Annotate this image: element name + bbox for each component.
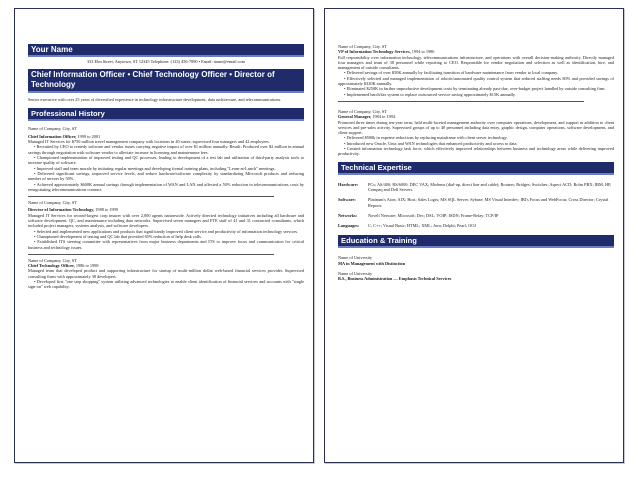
tech-value: PCs; AS/400; RS/6000; DEC VAX; Modems (dial-up, direct line and cable); Routers; Bridges; Switches; Aspect ACD; Rolm PBX; IBM, HP, Compaq and Dell Servers. bbox=[368, 181, 612, 192]
degree: B.S., Business Administration — Emphasis Technical Services bbox=[338, 276, 452, 282]
degree: MA in Management with Distinction bbox=[338, 260, 406, 266]
tech-value: C; C++; Visual Basic; HTML; XML; Java; Delphi; Pearl; OOJ bbox=[368, 223, 476, 229]
company-line: Name of Company, City, ST bbox=[338, 44, 387, 49]
job-role: Chief Technology Officer, bbox=[28, 263, 75, 269]
job-entry bbox=[28, 258, 304, 290]
tech-label: Software: bbox=[338, 197, 356, 203]
job-description: Managed IT Services for $750 million travel management company with locations in 40 states; supervised four managers and 42 employees. bbox=[28, 139, 270, 145]
tech-row-hardware bbox=[338, 182, 614, 193]
bullet-item: • Championed development of testing and QC lab that provided 65% reduction of help desk calls. bbox=[34, 233, 202, 239]
job-description: Full responsibility over information technology, telecommunications infrastructure, and operations with overall decision-making authority. Directly managed four managers and team of 38 personnel while reporting to CEO. Responsible for vendor negotiation and selection as well as identification, hire, and management of outside consultants. bbox=[338, 54, 614, 71]
resume-page-2 bbox=[324, 8, 624, 463]
school-name: Name of University bbox=[338, 271, 373, 277]
company-line: Name of Company, City, ST bbox=[28, 125, 77, 131]
bullet-item: • Introduced new Oracle, Unix and WAN technologies that enhanced productivity and access to data. bbox=[344, 140, 518, 146]
summary-text: Senior executive with over 25 years of diversified experience in technology infrastructure development, data architecture, and telecommunications. bbox=[28, 97, 282, 103]
bullet-item: • Created information technology task force, which effectively improved relationships between business and technology areas while delivering improved productivity. bbox=[338, 146, 614, 157]
tech-value: Platinum's Aion; AIX; Host; Sales Logix; MS SQL Server; Sybase; MS Visual Interdev; IBI's Focus and WebFocus; Cross Director; Crystal Reports bbox=[368, 197, 609, 208]
tech-row-software bbox=[338, 197, 614, 208]
company-line: Name of Company, City, ST bbox=[338, 108, 387, 114]
job-entry bbox=[28, 200, 304, 250]
company-line: Name of Company, City, ST bbox=[28, 200, 77, 206]
section-education-training: Education & Training bbox=[338, 235, 614, 248]
tech-label: Languages: bbox=[338, 223, 360, 229]
bullet-item: • Delivered savings of over $50K annually by facilitating transition of hardware maintenance from vendor to local company. bbox=[344, 70, 559, 76]
job-dates: 1994 to 1986 bbox=[411, 49, 435, 55]
school-name: Name of University bbox=[338, 255, 373, 261]
bullet-item: • Championed implementation of improved testing and QC processes, leading to development of a test lab and utilization of third-party analysis tools to increase quality of software. bbox=[28, 155, 304, 166]
bullet-item: • Delivered significant savings, improved service levels, and reduce hardware/software complexity by standardizing Microsoft products and reducing number of servers by 50%. bbox=[28, 170, 304, 182]
contact-line: 333 Elm Street, Anytown, ST 12345 Telephone: (123) 456-7890 • Email: name@email.com bbox=[87, 59, 245, 64]
section-professional-history: Professional History bbox=[28, 108, 304, 121]
resume-page-1 bbox=[14, 8, 314, 463]
job-dates: 1986 to 1988 bbox=[75, 263, 99, 269]
bullet-item: • Selected and implemented new applications and products that significantly improved client service and productivity of information technology services. bbox=[34, 228, 299, 234]
job-description: Managed team that developed product and supporting infrastructure for startup of multi-million dollar web-based financial services provider. Supervised consulting firms with approximately 38 developers. bbox=[28, 268, 304, 279]
bullet-item: • Developed first "one stop shopping" system utilizing advanced technologies to enable client identification of financial services and accounts with "single sign-on" web capability. bbox=[28, 279, 304, 290]
job-role: VP of Information Technology Services, bbox=[338, 49, 411, 55]
job-entry bbox=[338, 109, 614, 157]
bullet-item: • Eliminated $250K in further unproductive development costs by terminating already past-due, over-budget project handled by outside consulting firm. bbox=[344, 86, 606, 92]
bullet-item: • Achieved approximately $600K annual savings through implementation of WAN and LAN and affected a 50% reduction in telecommunications costs by renegotiating telecommunications contract. bbox=[28, 181, 304, 192]
job-entry bbox=[28, 126, 304, 193]
job-target-title: Chief Information Officer • Chief Technology Officer • Director of Technology bbox=[28, 69, 304, 93]
job-role: General Manager, bbox=[338, 114, 372, 120]
section-technical-expertise: Technical Expertise bbox=[338, 162, 614, 175]
name-header: Your Name bbox=[28, 44, 304, 57]
job-role: Chief Information Officer, bbox=[28, 133, 77, 139]
job-dates: 1988 to 1999 bbox=[95, 207, 118, 213]
tech-label: Hardware: bbox=[338, 181, 359, 187]
bullet-item: • Delivered $500k in expense reductions by replacing mainframe with client server technology. bbox=[344, 135, 508, 141]
job-description: Promoted three times during ten-year term; held multi-faceted management authority over computer operations, development, and support in addition to client services and pre-sales activity. Supervised groups of up to 40 personnel including data entry, graphic design, computer operations, software development, and client support. bbox=[338, 119, 614, 136]
company-line: Name of Company, City, ST bbox=[28, 257, 77, 263]
job-dates: 1999 to 2001 bbox=[77, 133, 101, 139]
tech-label: Networks: bbox=[338, 212, 358, 218]
tech-value: Novell Netware; Microsoft; Dec; DSL; VOIP; ISDN; Frame-Relay; TCP/IP bbox=[368, 212, 499, 218]
bullet-item: • Implemented batch/fax system to replace outsourced service saving approximately $15K annually. bbox=[344, 91, 516, 97]
job-role: Director of Information Technology, bbox=[28, 207, 95, 213]
job-dates: 1984 to 1994 bbox=[372, 114, 396, 120]
bullet-item: • Improved staff and team morale by initiating regular meetings and developing formal training plans, including "Learn-at-Lunch" meetings. bbox=[34, 165, 276, 171]
bullet-item: • Recruited by CEO to remedy software and vendor issues carrying negative impact of over $1 million annually. Result: Produced over $2 million in annual savings through negotiation with software vendor to alleviate increase in licensing and maintenance fees. bbox=[28, 144, 304, 155]
job-entry bbox=[338, 44, 614, 97]
tech-row-networks bbox=[338, 213, 614, 218]
job-description: Managed IT Services for second-largest corp insurer with over 2,000 agents nationwide. Actively directed technology initiatives including all hardware and software development, QC, and maintenance including data networks. Supervised seven managers and FTE staff of 41 and 31 contracted consultants, which included project managers, systems analysts, and software developers. bbox=[28, 212, 304, 229]
bullet-item: • Effectively selected and managed implementation of robotic/automated quality control system that reduced staffing needs 80% and provided savings of approximately $320K annually. bbox=[338, 75, 614, 87]
bullet-item: • Established ITS steering committee with representatives from major business departments and ITS to improve focus and communication for critical business and technology issues. bbox=[28, 239, 304, 250]
tech-row-languages bbox=[338, 223, 614, 228]
